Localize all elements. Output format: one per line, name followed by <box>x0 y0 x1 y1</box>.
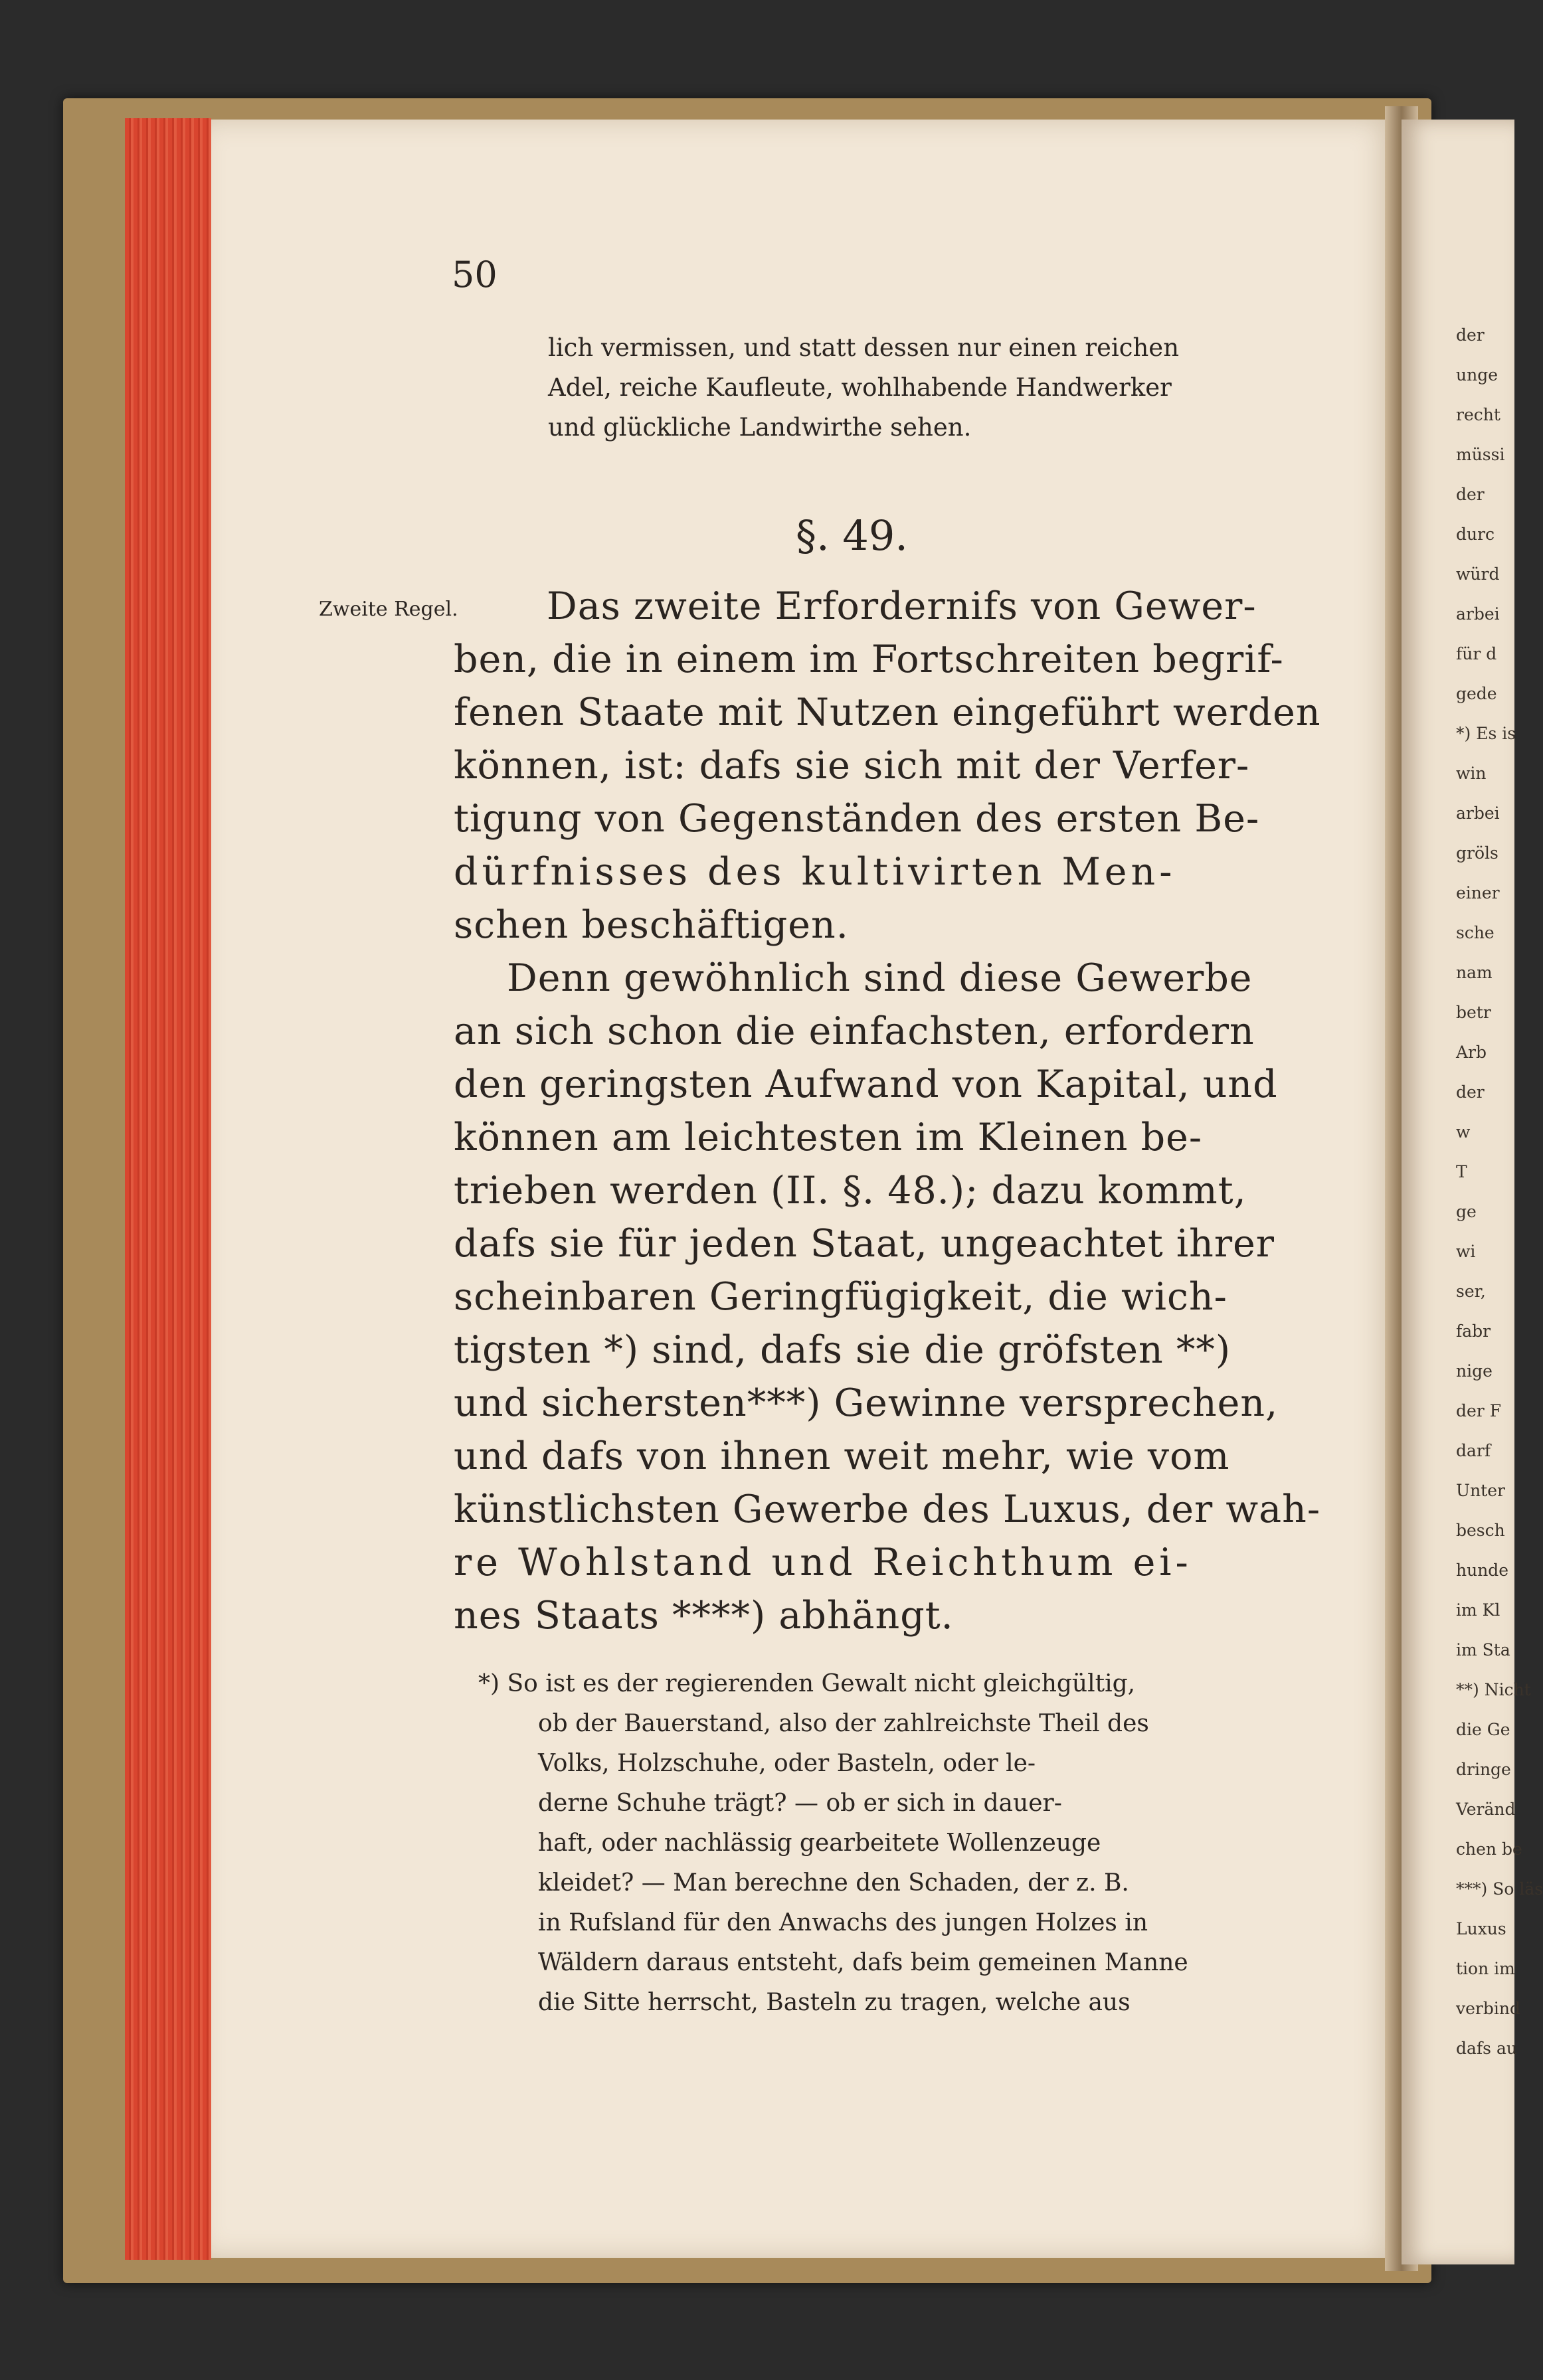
footnote-line: ob der Bauerstand, also der zahlreichste Theil des <box>538 1710 1149 1737</box>
right-page <box>1402 120 1514 2264</box>
right-page-fragment: chen be <box>1456 1839 1522 1859</box>
body-line: nes Staats ****) abhängt. <box>454 1594 954 1638</box>
right-page-fragment: der F <box>1456 1401 1502 1420</box>
right-page-fragment: nam <box>1456 963 1493 982</box>
right-page-fragment: würd <box>1456 564 1500 584</box>
body-line: den geringsten Aufwand von Kapital, und <box>454 1062 1278 1106</box>
section-heading: §. 49. <box>796 511 909 560</box>
body-line: Denn gewöhnlich sind diese Gewerbe <box>507 956 1253 1000</box>
body-line: tigung von Gegenständen des ersten Be- <box>454 797 1260 841</box>
right-page-fragment: recht <box>1456 405 1500 424</box>
right-page-fragment: ***) So läs <box>1456 1879 1543 1899</box>
body-line: scheinbaren Geringfügigkeit, die wich- <box>454 1275 1227 1319</box>
body-line: und sichersten***) Gewinne versprechen, <box>454 1381 1279 1425</box>
right-page-fragment: Luxus <box>1456 1919 1506 1938</box>
body-line: können am leichtesten im Kleinen be- <box>454 1116 1203 1159</box>
right-page-fragment: tion im <box>1456 1959 1515 1978</box>
body-line: re Wohlstand und Reichthum ei- <box>454 1541 1192 1584</box>
body-line: und dafs von ihnen weit mehr, wie vom <box>454 1434 1230 1478</box>
right-page-fragment: betr <box>1456 1003 1491 1022</box>
right-page-fragment: wi <box>1456 1242 1476 1261</box>
top-text-line: und glückliche Landwirthe sehen. <box>548 413 972 442</box>
right-page-fragment: der <box>1456 1082 1485 1102</box>
right-page-fragment: sche <box>1456 923 1495 942</box>
red-page-edges <box>125 118 211 2260</box>
right-page-fragment: ge <box>1456 1202 1477 1221</box>
right-page-fragment: die Ge <box>1456 1720 1510 1739</box>
right-page-fragment: dafs au <box>1456 2039 1517 2058</box>
body-line: dafs sie für jeden Staat, ungeachtet ihrer <box>454 1222 1275 1266</box>
right-page-fragment: arbei <box>1456 804 1500 823</box>
top-text-line: Adel, reiche Kaufleute, wohlhabende Handwerker <box>548 373 1172 402</box>
right-page-fragment: dringe <box>1456 1760 1511 1779</box>
right-page-fragment: der <box>1456 485 1485 504</box>
right-page-fragment: T <box>1456 1162 1467 1181</box>
right-page-fragment: arbei <box>1456 604 1500 624</box>
body-line: dürfnisses des kultivirten Men- <box>454 850 1176 894</box>
footnote-line: Wäldern daraus entsteht, dafs beim gemeinen Manne <box>538 1949 1188 1976</box>
right-page-fragment: win <box>1456 764 1487 783</box>
right-page-fragment: Unter <box>1456 1481 1505 1500</box>
body-line: tigsten *) sind, dafs sie die gröfsten **) <box>454 1328 1231 1372</box>
body-line: trieben werden (II. §. 48.); dazu kommt, <box>454 1169 1247 1213</box>
body-line: schen beschäftigen. <box>454 903 849 947</box>
body-line: an sich schon die einfachsten, erfordern <box>454 1009 1255 1053</box>
body-line: künstlichsten Gewerbe des Luxus, der wah- <box>454 1488 1321 1531</box>
right-page-fragment: unge <box>1456 365 1498 384</box>
right-page-fragment: darf <box>1456 1441 1491 1460</box>
footnote-line: Volks, Holzschuhe, oder Basteln, oder le- <box>538 1750 1036 1777</box>
right-page-fragment: besch <box>1456 1521 1505 1540</box>
right-page-fragment: fabr <box>1456 1321 1491 1341</box>
top-text-line: lich vermissen, und statt dessen nur einen reichen <box>548 333 1180 362</box>
footnote-line: in Rufsland für den Anwachs des jungen Holzes in <box>538 1909 1148 1936</box>
body-line: ben, die in einem im Fortschreiten begrif- <box>454 638 1284 681</box>
right-page-fragment: einer <box>1456 883 1500 902</box>
right-page-fragment: Arb <box>1456 1043 1487 1062</box>
right-page-fragment: gede <box>1456 684 1497 703</box>
right-page-fragment: für d <box>1456 644 1497 663</box>
right-page-fragment: verbind <box>1456 1999 1520 2018</box>
right-page-fragment: **) Nicht <box>1456 1680 1531 1699</box>
footnote-line: die Sitte herrscht, Basteln zu tragen, welche aus <box>538 1989 1131 2016</box>
body-line: Das zweite Erfordernifs von Gewer- <box>547 584 1257 628</box>
right-page-fragment: ser, <box>1456 1282 1486 1301</box>
footnote-line: haft, oder nachlässig gearbeitete Wollenzeuge <box>538 1829 1101 1857</box>
right-page-fragment: w <box>1456 1122 1471 1142</box>
footnote-line: *) So ist es der regierenden Gewalt nicht gleichgültig, <box>478 1670 1136 1697</box>
right-page-fragment: durc <box>1456 525 1495 544</box>
right-page-fragment: *) Es is <box>1456 724 1516 743</box>
page-number: 50 <box>452 254 498 296</box>
margin-note: Zweite Regel. <box>319 598 458 621</box>
footnote-line: derne Schuhe trägt? — ob er sich in dauer- <box>538 1790 1062 1817</box>
right-page-fragment: müssi <box>1456 445 1505 464</box>
right-page-fragment: nige <box>1456 1361 1493 1381</box>
right-page-fragment: der <box>1456 325 1485 345</box>
footnote-line: kleidet? — Man berechne den Schaden, der z. B. <box>538 1869 1129 1897</box>
right-page-fragment: im Sta <box>1456 1640 1510 1659</box>
right-page-fragment: hunde <box>1456 1561 1509 1580</box>
body-line: können, ist: dafs sie sich mit der Verfer- <box>454 744 1250 788</box>
body-line: fenen Staate mit Nutzen eingeführt werden <box>454 691 1321 734</box>
right-page-fragment: Veränd <box>1456 1800 1516 1819</box>
right-page-fragment: gröls <box>1456 843 1498 863</box>
right-page-fragment: im Kl <box>1456 1600 1500 1620</box>
